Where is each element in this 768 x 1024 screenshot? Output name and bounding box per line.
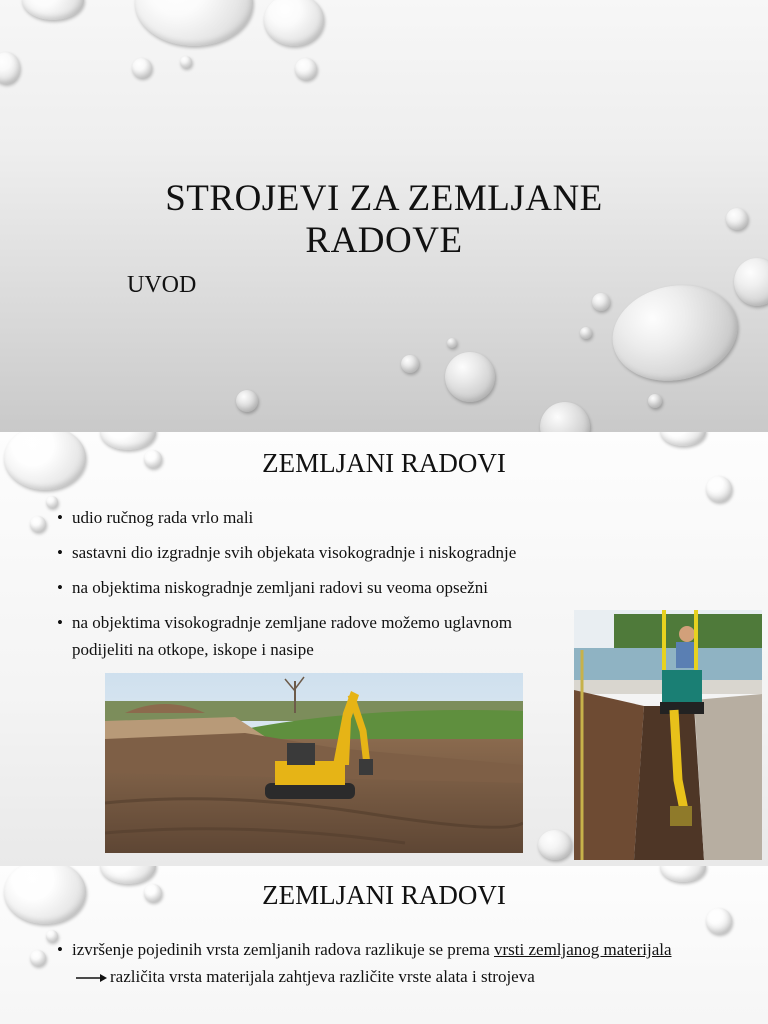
- water-drop: [264, 0, 324, 46]
- bullet-text: različita vrsta materijala zahtjeva različite vrste alata i strojeva: [110, 967, 535, 986]
- material-type-link[interactable]: vrsti zemljanog materijala: [494, 940, 672, 959]
- water-drop: [132, 58, 152, 78]
- water-drop: [30, 950, 46, 966]
- title-line-2: RADOVE: [305, 220, 463, 261]
- slide-earthworks-1: [0, 432, 768, 866]
- slide-heading: ZEMLJANI RADOVI: [262, 880, 506, 910]
- water-drop: [734, 258, 768, 306]
- water-drop: [22, 0, 84, 20]
- water-drop: [540, 402, 590, 432]
- water-drop: [706, 908, 732, 934]
- water-drop: [0, 52, 20, 84]
- water-drop: [401, 355, 419, 373]
- arrow-right-icon: [74, 973, 108, 983]
- mini-excavator-photo: [574, 610, 762, 860]
- slide-title-heading: [0, 178, 768, 262]
- bullet-item: [57, 936, 697, 990]
- bullet-item: • udio ručnog rada vrlo mali: [57, 504, 577, 531]
- slide-subtitle: UVOD: [127, 272, 197, 298]
- title-line-1: STROJEVI ZA ZEMLJANE: [165, 178, 603, 219]
- water-drop: [538, 830, 572, 860]
- bullet-text: izvršenje pojedinih vrsta zemljanih radova razlikuje se prema: [72, 940, 495, 959]
- bullet-item: • na objektima visokogradnje zemljane radove možemo uglavnom podijeliti na otkope, iskope i nasipe: [57, 609, 577, 663]
- water-drop: [604, 274, 747, 392]
- water-drop: [580, 327, 592, 339]
- water-drop: [660, 432, 706, 446]
- water-drop: [706, 476, 732, 502]
- bullet-item: • na objektima niskogradnje zemljani radovi su veoma opsežni: [57, 574, 577, 601]
- water-drop: [295, 58, 317, 80]
- water-drop: [30, 516, 46, 532]
- water-drop: [447, 338, 457, 348]
- slide-heading: ZEMLJANI RADOVI: [262, 448, 506, 478]
- bullet-item: • sastavni dio izgradnje svih objekata visokogradnje i niskogradnje: [57, 539, 577, 566]
- water-drop: [445, 352, 495, 402]
- water-drop: [236, 390, 258, 412]
- water-drop: [135, 0, 253, 46]
- water-drop: [180, 56, 192, 68]
- bullet-list: [57, 936, 697, 990]
- water-drop: [592, 293, 610, 311]
- bullet-list: [57, 504, 577, 663]
- slide-title: [0, 0, 768, 432]
- slide-earthworks-2: [0, 866, 768, 1024]
- water-drop: [648, 394, 662, 408]
- excavator-site-photo: [105, 673, 523, 853]
